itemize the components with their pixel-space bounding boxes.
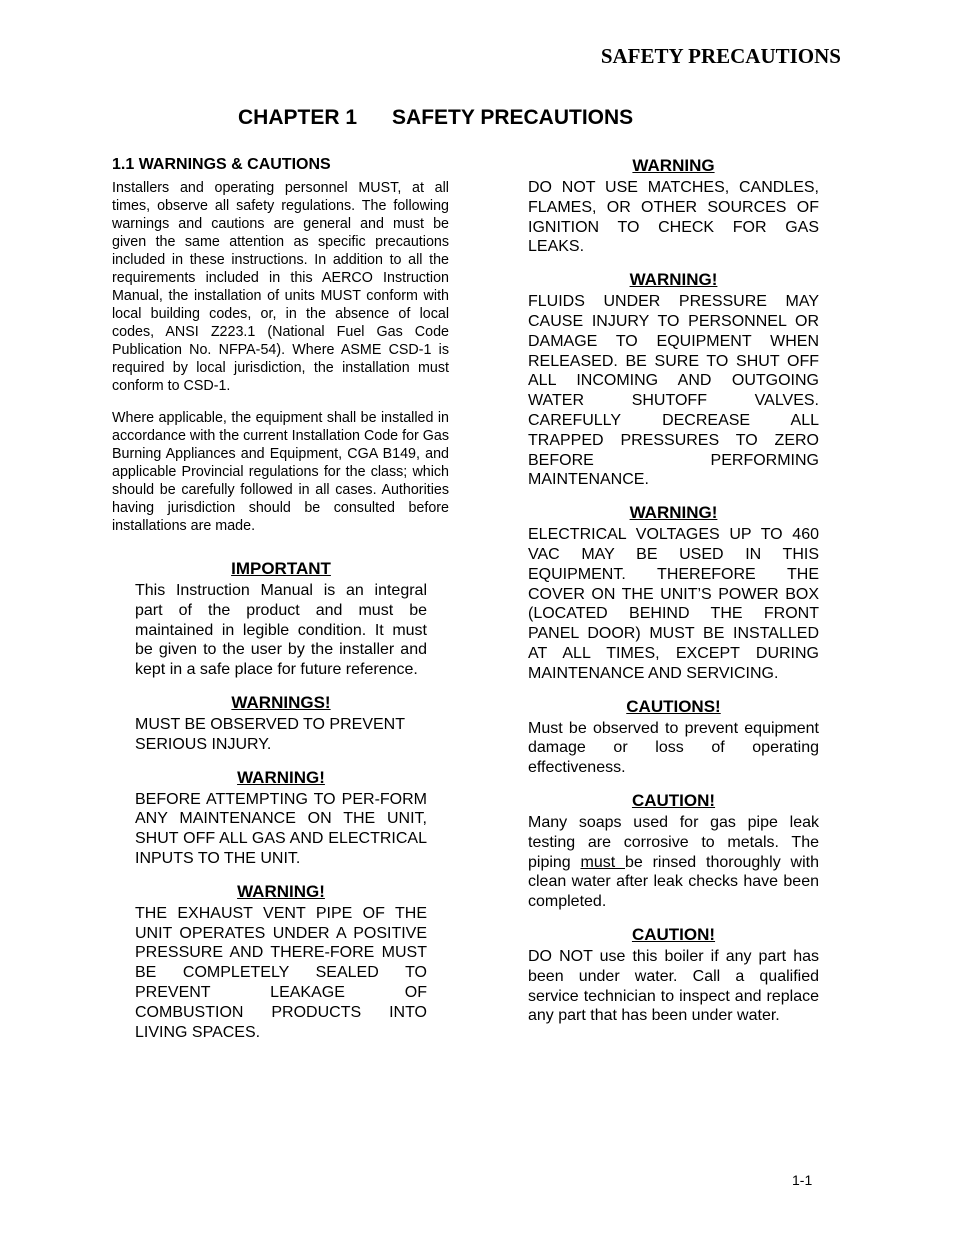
notice-text-part: Many soaps used for gas pipe leak testing are corrosive to metals. The piping [528,813,819,871]
notice-title: CAUTIONS! [626,696,721,716]
notice-text: ELECTRICAL VOLTAGES UP TO 460 VAC MAY BE USED IN THIS EQUIPMENT. THEREFORE THE COVER ON THE UNIT’S POWER BOX (LOCATED BEHIND THE FRONT PANEL DOOR) MUST BE INSTALLED AT ALL TIMES, EXCEPT DURING MAINTENANCE AND SERVICING. [528,526,819,682]
warning-notice-voltage [528,503,819,683]
important-notice [135,559,427,680]
notice-title: WARNING! [629,503,718,523]
caution-notice-water [528,925,819,1026]
intro-paragraph-1: Installers and operating personnel MUST, at all times, observe all safety regulations. The following warnings and cautions are general and must be given the same attention as specific precautions included in these instructions. In addition to all the requirements included in this AERCO Instruction Manual, the installation of units MUST conform with local building codes, or, in the absence of local codes, ANSI Z223.1 (National Fuel Gas Code Publication No. NFPA-54). Where ASME CSD-1 is required by local jurisdiction, the installation must conform to CSD-1. [112,180,449,394]
notice-text: MUST BE OBSERVED TO PREVENT SERIOUS INJURY. [135,715,405,753]
cautions-notice [528,697,819,778]
right-column [528,156,819,1039]
notice-text: FLUIDS UNDER PRESSURE MAY CAUSE INJURY TO PERSONNEL OR DAMAGE TO EQUIPMENT WHEN RELEASED. BE SURE TO SHUT OFF ALL INCOMING AND OUTGOING WATER SHUTOFF VALVES. CAREFULLY DECREASE ALL TRAPPED PRESSURES TO ZERO BEFORE PERFORMING MAINTENANCE. [528,293,819,489]
notice-title: CAUTION! [631,790,716,810]
notice-text: DO NOT USE MATCHES, CANDLES, FLAMES, OR OTHER SOURCES OF IGNITION TO CHECK FOR GAS LEAKS. [528,179,819,256]
notice-title: WARNING [632,156,715,175]
notice-title: WARNING! [237,881,325,901]
notice-text: This Instruction Manual is an integral part of the product and must be maintained in legible condition. It must be given to the user by the installer and kept in a safe place for future reference. [135,582,427,679]
warning-notice-pressure [528,270,819,490]
caution-notice-soaps [528,791,819,912]
section-heading: 1.1 WARNINGS & CAUTIONS [112,156,331,173]
warnings-notice [135,693,427,755]
left-column [112,156,449,1055]
notice-text: BEFORE ATTEMPTING TO PER-FORM ANY MAINTENANCE ON THE UNIT, SHUT OFF ALL GAS AND ELECTRICAL INPUTS TO THE UNIT. [135,790,427,867]
notice-title: CAUTION! [631,924,716,944]
underlined-emphasis: must [580,853,625,871]
notice-text: THE EXHAUST VENT PIPE OF THE UNIT OPERATES UNDER A POSITIVE PRESSURE AND THERE-FORE MUST BE COMPLETELY SEALED TO PREVENT LEAKAGE OF COMBUSTION PRODUCTS INTO LIVING SPACES. [135,904,427,1041]
notice-text: Must be observed to prevent equipment damage or loss of operating effectiveness. [528,719,819,777]
notice-title: WARNING! [629,270,718,290]
page-number: 1-1 [792,1172,813,1188]
notice-title: WARNING! [237,767,325,787]
running-head: SAFETY PRECAUTIONS [600,44,841,68]
warning-notice-exhaust [135,882,427,1043]
notice-text: DO NOT use this boiler if any part has been under water. Call a qualified service technician to inspect and replace any part that has been under water. [528,947,819,1025]
notice-title: WARNINGS! [231,692,331,712]
warning-notice-maintenance [135,768,427,869]
notice-text-part: be rinsed thoroughly with clean water after leak checks have been completed. [528,853,819,911]
notice-title: IMPORTANT [231,559,331,578]
intro-paragraph-2: Where applicable, the equipment shall be installed in accordance with the current Installation Code for Gas Burning Appliances and Equipment, CGA B149, and applicable Provincial regulations for the class; which should be carefully followed in all cases. Authorities having jurisdiction should be consulted before installations are made. [112,410,449,534]
warning-notice-ignition [528,156,819,257]
notice-text [528,813,819,912]
chapter-title: CHAPTER 1 SAFETY PRECAUTIONS [238,106,634,129]
